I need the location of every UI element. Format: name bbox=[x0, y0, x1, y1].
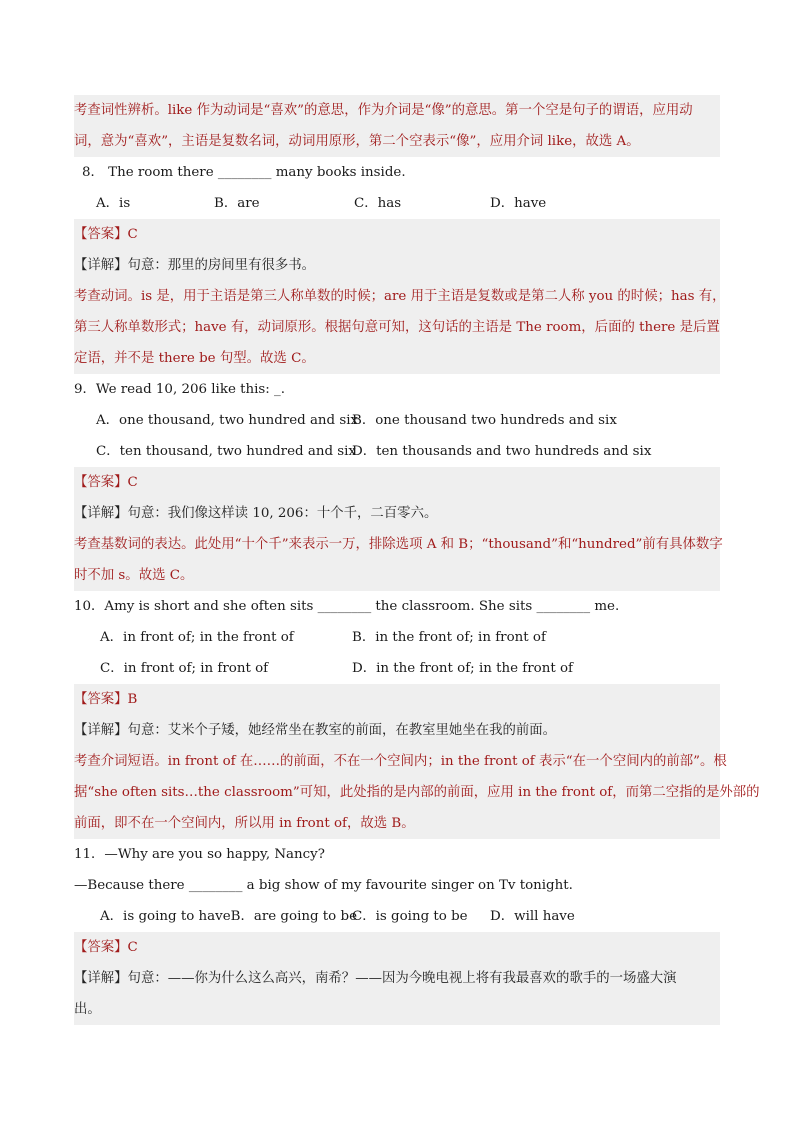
question-9-options-row2 bbox=[74, 436, 720, 467]
question-8-options bbox=[74, 188, 720, 219]
detail-line: 出。 bbox=[74, 994, 720, 1025]
option-b: B．are bbox=[214, 196, 260, 211]
option-b: B．in the front of; in front of bbox=[352, 630, 546, 645]
detail-line: 【详解】句意：那里的房间里有很多书。 bbox=[74, 250, 720, 281]
option-d: D．ten thousands and two hundreds and six bbox=[352, 444, 652, 459]
answer-label: 【答案】B bbox=[74, 684, 720, 715]
question-11-line2: —Because there ________ a big show of my favourite singer on Tv tonight. bbox=[74, 878, 573, 893]
answer-label: 【答案】C bbox=[74, 932, 720, 963]
option-d: D．have bbox=[490, 196, 547, 211]
question-9: 9．We read 10, 206 like this: _. bbox=[74, 382, 286, 397]
explanation-line: 词，意为“喜欢”，主语是复数名词，动词用原形，第二个空表示“像”，应用介词 like，故选 A。 bbox=[74, 126, 720, 157]
option-c: C．ten thousand, two hundred and six bbox=[96, 444, 356, 459]
question-10: 10．Amy is short and she often sits ________ the classroom. She sits ________ me. bbox=[74, 599, 620, 614]
option-a-b: A．is going to haveB．are going to be bbox=[100, 909, 357, 924]
explanation-line: 考查基数词的表达。此处用“十个千”来表示一万，排除选项 A 和 B；“thousand”和“hundred”前有具体数字 bbox=[74, 529, 720, 560]
option-a: A．is bbox=[96, 196, 131, 211]
explanation-line: 前面，即不在一个空间内，所以用 in front of，故选 B。 bbox=[74, 808, 720, 839]
option-c: C．in front of; in front of bbox=[100, 661, 269, 676]
option-c: C．has bbox=[354, 196, 402, 211]
explanation-line: 时不加 s。故选 C。 bbox=[74, 560, 720, 591]
explanation-line: 据“she often sits…the classroom”可知，此处指的是内部的前面，应用 in the front of，而第二空指的是外部的 bbox=[74, 777, 720, 808]
answer-label: 【答案】C bbox=[74, 219, 720, 250]
option-a: A．one thousand, two hundred and six bbox=[96, 413, 359, 428]
explanation-line: 考查动词。is 是，用于主语是第三人称单数的时候；are 用于主语是复数或是第二人称 you 的时候；has 有， bbox=[74, 281, 720, 312]
document-page bbox=[74, 95, 760, 1025]
detail-line: 【详解】句意：艾米个子矮，她经常坐在教室的前面，在教室里她坐在我的前面。 bbox=[74, 715, 720, 746]
question-11-options bbox=[74, 901, 720, 932]
option-c: C．is going to be bbox=[352, 909, 468, 924]
question-10-options-row2 bbox=[74, 653, 720, 684]
detail-line: 【详解】句意：我们像这样读 10, 206：十个千，二百零六。 bbox=[74, 498, 720, 529]
explanation-line: 考查介词短语。in front of 在……的前面，不在一个空间内；in the front of 表示“在一个空间内的前部”。根 bbox=[74, 746, 720, 777]
explanation-line: 考查词性辨析。like 作为动词是“喜欢”的意思，作为介词是“像”的意思。第一个空是句子的谓语，应用动 bbox=[74, 95, 720, 126]
question-10-options-row1 bbox=[74, 622, 720, 653]
question-8: 8． The room there ________ many books inside. bbox=[82, 165, 406, 180]
question-11: 11．—Why are you so happy, Nancy? bbox=[74, 847, 325, 862]
option-d: D．in the front of; in the front of bbox=[352, 661, 573, 676]
answer-label: 【答案】C bbox=[74, 467, 720, 498]
explanation-line: 定语，并不是 there be 句型。故选 C。 bbox=[74, 343, 720, 374]
option-a: A．in front of; in the front of bbox=[100, 630, 294, 645]
option-d: D．will have bbox=[490, 909, 575, 924]
detail-line: 【详解】句意：——你为什么这么高兴，南希？——因为今晚电视上将有我最喜欢的歌手的一场盛大演 bbox=[74, 963, 720, 994]
question-9-options-row1 bbox=[74, 405, 720, 436]
explanation-line: 第三人称单数形式；have 有，动词原形。根据句意可知，这句话的主语是 The room，后面的 there 是后置 bbox=[74, 312, 720, 343]
option-b: B．one thousand two hundreds and six bbox=[352, 413, 617, 428]
